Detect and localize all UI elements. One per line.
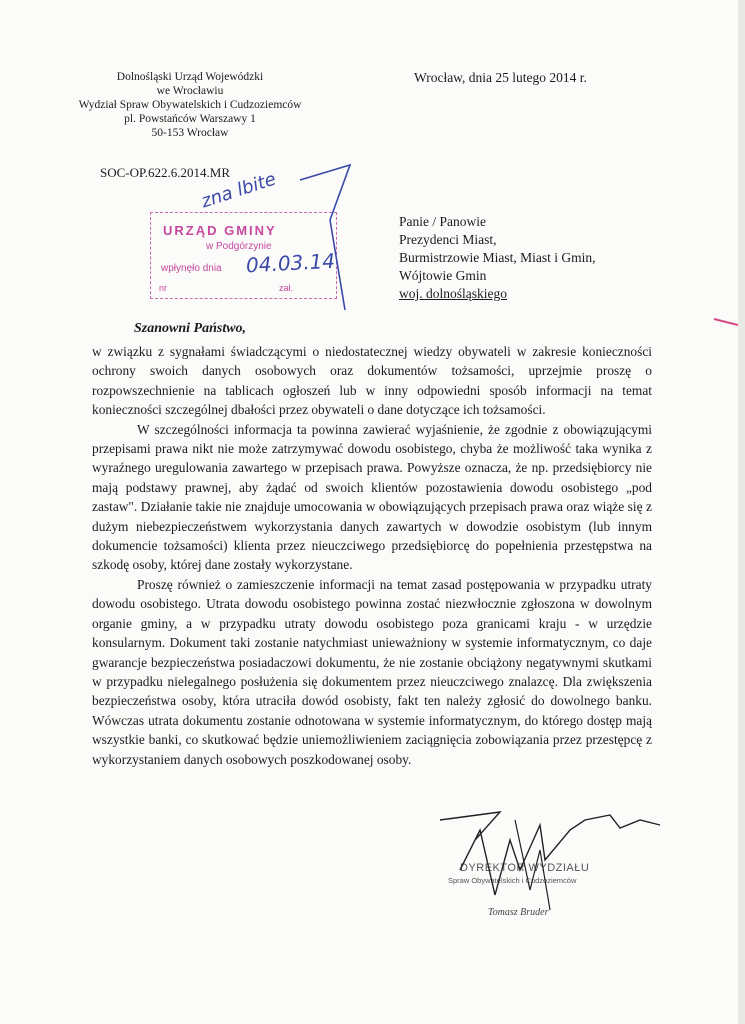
stamp-date: 04.03.14 <box>245 248 336 278</box>
addressee-line: Wójtowie Gmin <box>399 268 487 283</box>
sender-line: Wydział Spraw Obywatelskich i Cudzoziemców <box>78 99 302 111</box>
body-paragraph: W szczególności informacja ta powinna zawierać wyjaśnienie, że zgodnie z obowiązującymi przepisami prawa nikt nie może zatrzymywać dowodu osobistego, chyba że możliwość taka wynika z wyraźnego uregulowania zawartego w przepisach prawa. Powyższe oznacza, że np. przedsiębiorcy nie mają podstawy prawnej, aby żądać od swoich klientów pozostawienia dowodu osobistego „pod zastaw". Działanie takie nie znajduje umocowania w obowiązujących przepisach prawa oraz wiąże się z dużym niebezpieczeństwem wykorzystania danych zawartych w dowodzie osobistym (lub innym dokumencie tożsamości) klienta przez nieuczciwego przedsiębiorcę do popełnienia przestępstwa na szkodę osoby, której dane zostały wykorzystane. <box>92 421 652 573</box>
sender-address <box>70 70 310 140</box>
stamp-nr-label: nr <box>159 283 168 293</box>
salutation: Szanowni Państwo, <box>134 321 247 336</box>
stamp-received-label: wpłynęło dnia <box>161 263 222 274</box>
sender-line: 50-153 Wrocław <box>151 127 229 139</box>
stamp-subtitle: w Podgórzynie <box>206 241 272 252</box>
signature-block <box>420 800 680 940</box>
handwritten-note: zna lbite <box>198 168 279 213</box>
handwritten-signature <box>420 800 680 940</box>
addressee-line: woj. dolnośląskiego <box>399 286 507 301</box>
addressee-line: Burmistrzowie Miast, Miast i Gmin, <box>399 250 596 265</box>
stamp-pen-stroke <box>290 160 370 320</box>
body-paragraph: w związku z sygnałami świadczącymi o niedostatecznej wiedzy obywateli w zakresie konieczności ochrony swoich danych osobowych oraz dokumentów tożsamości, uprzejmie proszę o rozpowszechnienie na tablicach ogłoszeń lub w inny odpowiedni sposób informacji na temat konieczności szczególnej dbałości przez obywateli o dane dotyczące ich tożsamości. <box>92 344 652 418</box>
addressee-line: Prezydenci Miast, <box>399 232 497 247</box>
stamp-zal-label: zał. <box>279 283 294 293</box>
letter-body <box>92 342 652 769</box>
sender-line: we Wrocławiu <box>156 85 224 97</box>
addressee-block <box>399 213 596 303</box>
signature-name: Tomasz Bruder <box>488 907 549 918</box>
reference-number: SOC-OP.622.6.2014.MR <box>100 165 231 180</box>
signature-subtitle: Spraw Obywatelskich i Cudzoziemców <box>448 876 577 885</box>
sender-line: Dolnośląski Urząd Wojewódzki <box>116 71 264 83</box>
body-paragraph: Proszę również o zamieszczenie informacji na temat zasad postępowania w przypadku utraty dowodu osobistego. Utrata dowodu osobistego powinna zostać niezwłocznie zgłoszona w dowolnym organie gminy, a w przypadku utraty dowodu osobistego poza granicami kraju - w urzędzie konsularnym. Dokument taki zostanie natychmiast unieważniony w systemie informatycznym, co daje gwarancje bezpieczeństwa posiadaczowi dokumentu, że nie zostanie obciążony negatywnymi skutkami w przypadku nielegalnego posłużenia się dokumentem przez nieuczciwego znalazcę. Dla zwiększenia bezpieczeństwa osoby, która utraciła dowód osobisty, fakt ten należy zgłosić do dowolnego banku. Wówczas utrata dokumentu zostanie odnotowana w systemie informatycznym, do którego dostęp mają wszystkie banki, co skutkować będzie uniemożliwieniem zaciągnięcia zobowiązania przez przestępcę z wykorzystaniem danych osobowych poszkodowanej osoby. <box>92 576 652 767</box>
scan-edge <box>738 0 745 1024</box>
sender-line: pl. Powstańców Warszawy 1 <box>124 113 256 125</box>
place-date: Wrocław, dnia 25 lutego 2014 r. <box>414 70 587 85</box>
signature-title: DYREKTOR WYDZIAŁU <box>460 862 590 874</box>
margin-mark <box>712 316 742 328</box>
addressee-line: Panie / Panowie <box>399 214 486 229</box>
stamp-title: URZĄD GMINY <box>163 223 277 238</box>
